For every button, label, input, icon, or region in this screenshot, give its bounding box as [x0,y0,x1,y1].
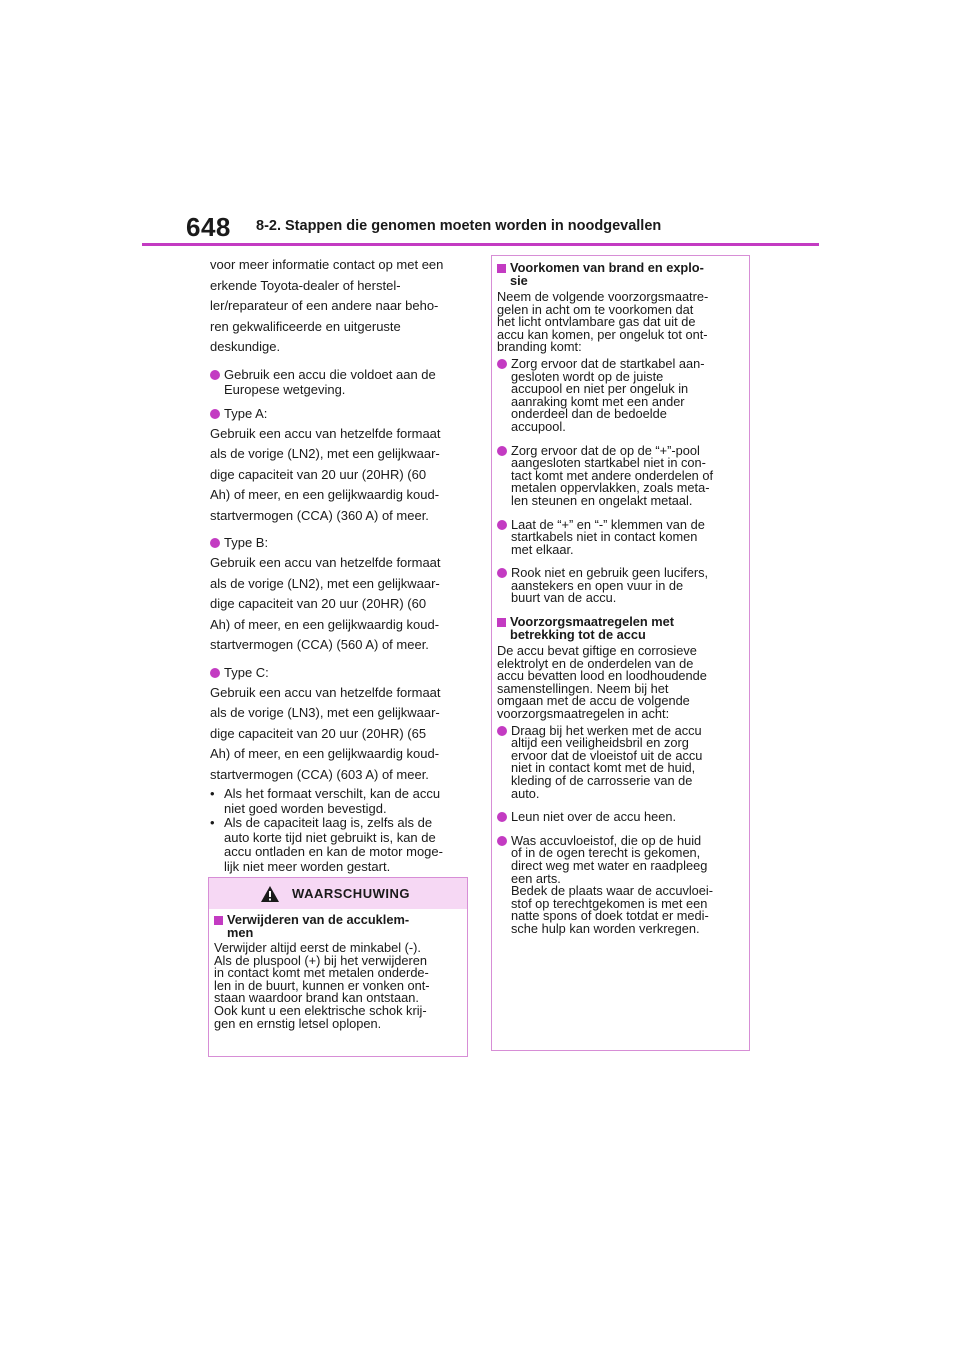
text-line: Verwijderen van de accuklem- [227,912,410,927]
fire-item [497,355,744,434]
text-line: Was accuvloeistof, die op de huid [511,832,702,848]
text-line: accu bevatten lood en loodhoudende [497,668,707,684]
text-line: auto korte tijd niet gebruikt is, kan de [224,829,436,845]
text-line: Laat de “+” en “-” klemmen van de [511,516,705,532]
fire-item [497,516,744,557]
text-line: erkende Toyota-dealer of herstel- [210,277,401,293]
text-line: Als het formaat verschilt, kan de accu [224,786,441,801]
text-line: in contact komt met metalen onderde- [214,965,429,981]
text-line: sche hulp kan worden verkregen. [511,920,700,936]
text-line: ren gekwalificeerde en uitgeruste [210,318,401,334]
text-line: of in de ogen terecht is gekomen, [511,845,701,861]
text-line: niet in contact komt met de huid, [511,760,696,776]
type-a-description [210,424,468,527]
text-line: aanstekers en open vuur in de [511,577,684,593]
text-line: dige capaciteit van 20 uur (20HR) (60 [210,466,427,482]
type-label: Type A: [224,405,268,421]
text-line: dige capaciteit van 20 uur (20HR) (60 [210,596,427,611]
text-line: voor meer informatie contact op met een [210,257,444,272]
right-warning-box [491,255,750,1051]
text-line: gelen in acht om te voorkomen dat [497,301,694,317]
text-line: elektrolyt en de onderdelen van de [497,655,694,671]
text-line: accu ontladen en kan de motor moge- [224,844,443,859]
square-bullet-icon [497,264,506,273]
text-line: als de vorige (LN2), met een gelijkwaar- [210,575,440,591]
warning-title: WAARSCHUWING [292,886,410,901]
bullet-dot-icon [497,520,507,530]
bullet-dot-icon [497,812,507,822]
text-line: Bedek de plaats waar de accuvloei- [511,883,714,899]
bullet-dot-icon [210,409,220,419]
bullet-dot-icon [497,726,507,736]
fire-intro [497,291,744,354]
text-line: buurt van de accu. [511,590,617,606]
page-number: 648 [186,212,231,242]
text-line: voorzorgsmaatregelen in acht: [497,706,670,722]
text-line: Ah) of meer, en een gelijkwaardig koud- [210,616,440,632]
text-line: lijk niet meer worden gestart. [224,858,391,874]
warning-heading [214,914,462,939]
precaution-item [497,832,744,936]
text-line: Voorzorgsmaatregelen met [510,614,675,630]
text-line: als de vorige (LN3), met een gelijkwaar- [210,705,440,720]
fire-heading [497,262,744,287]
text-line: gen en ernstig letsel oplopen. [214,1015,382,1031]
text-line: accupool en niet per ongeluk in [511,381,689,397]
precautions-heading [497,616,744,641]
text-line: ler/reparateur of een andere naar beho- [210,298,439,313]
note-bullet: • [210,786,215,801]
text-line: kleding of de carrosserie van de [511,773,693,788]
text-line: onderdeel dan de bedoelde [511,406,667,422]
text-line: men [227,924,254,940]
bullet-type-c [210,665,468,680]
text-line: Zorg ervoor dat de startkabel aan- [511,355,705,371]
text-line: direct weg met water en raadpleeg [511,857,708,873]
bullet-dot-icon [210,370,220,380]
left-column [210,255,468,874]
square-bullet-icon [214,916,223,925]
text-line: Gebruik een accu die voldoet aan de [224,366,436,382]
type-label: Type C: [224,664,269,680]
text-line: Ah) of meer, en een gelijkwaardig koud- [210,746,440,761]
text-line: startkabels niet in contact komen [511,529,698,545]
text-line: Leun niet over de accu heen. [511,809,677,825]
warning-body [209,909,467,1030]
text-line: aanraking komt met een ander [511,393,685,409]
header-divider [142,243,819,246]
warning-text [214,942,462,1030]
bullet-dot-icon [210,668,220,678]
square-bullet-icon [497,618,506,627]
text-line: aangesloten startkabel niet in con- [511,455,706,471]
text-line: omgaan met de accu de volgende [497,693,690,709]
bullet-dot-icon [497,568,507,578]
text-line: deskundige. [210,339,281,354]
bullet-dot-icon [497,836,507,846]
text-line: Als de pluspool (+) bij het verwijderen [214,952,428,968]
type-label: Type B: [224,535,269,550]
intro-paragraph [210,255,468,358]
bullet-europe [210,367,468,397]
text-line: auto. [511,785,540,801]
fire-item [497,567,744,605]
text-line: niet goed worden bevestigd. [224,800,387,816]
warning-triangle-icon [260,885,280,903]
section-title: 8-2. Stappen die genomen moeten worden in noodgevallen [256,218,662,234]
text-line: Zorg ervoor dat de op de “+”-pool [511,442,700,458]
text-line: Gebruik een accu van hetzelfde formaat [210,425,441,441]
text-line: als de vorige (LN2), met een gelijkwaar- [210,446,440,461]
right-box-body [492,256,749,936]
text-line: startvermogen (CCA) (560 A) of meer. [210,637,429,652]
notes-list [210,787,468,874]
text-line: Voorkomen van brand en explo- [510,260,704,275]
text-line: natte spons of doek totdat er medi- [511,908,709,924]
note-bullet: • [210,815,215,830]
text-line: startvermogen (CCA) (360 A) of meer. [210,507,429,523]
text-line: ervoor dat de vloeistof uit de accu [511,747,703,763]
precaution-item [497,811,744,824]
text-line: altijd een veiligheidsbril en zorg [511,735,689,751]
text-line: Europese wetgeving. [224,381,346,397]
note-item [210,787,468,816]
text-line: Rook niet en gebruik geen lucifers, [511,565,709,581]
bullet-dot-icon [210,538,220,548]
text-line: branding komt: [497,339,582,355]
text-line: staan waardoor brand kan ontstaan. [214,990,419,1006]
text-line: het licht ontvlambare gas dat uit de [497,314,696,330]
precautions-intro [497,645,744,721]
precaution-item [497,722,744,801]
bullet-dot-icon [497,359,507,369]
text-line: dige capaciteit van 20 uur (20HR) (65 [210,725,427,741]
text-line: stof op terechtgekomen is met een [511,895,708,911]
text-line: accu kan komen, per ongeluk tot ont- [497,326,708,342]
note-item [210,816,468,874]
text-line: Gebruik een accu van hetzelfde formaat [210,555,441,570]
text-line: gesloten wordt op de juiste [511,368,664,384]
type-b-description [210,553,468,656]
text-line: Ook kunt u een elektrische schok krij- [214,1002,427,1018]
text-line: Ah) of meer, en een gelijkwaardig koud- [210,487,440,502]
bullet-dot-icon [497,446,507,456]
text-line: sie [510,272,528,288]
text-line: Gebruik een accu van hetzelfde formaat [210,684,441,700]
type-c-description [210,683,468,786]
text-line: tact komt met andere onderdelen of [511,467,714,483]
text-line: accupool. [511,418,566,434]
bullet-type-a [210,406,468,421]
text-line: samenstellingen. Neem bij het [497,680,669,696]
text-line: een arts. [511,870,561,886]
text-line: betrekking tot de accu [510,626,646,642]
text-line: len in de buurt, kunnen er vonken ont- [214,977,430,993]
text-line: len steunen en ongelakt metaal. [511,492,693,508]
text-line: Als de capaciteit laag is, zelfs als de [224,815,433,830]
text-line: Draag bij het werken met de accu [511,722,702,738]
text-line: startvermogen (CCA) (603 A) of meer. [210,766,429,782]
text-line: met elkaar. [511,541,574,557]
text-line: metalen oppervlakken, zoals meta- [511,480,710,496]
text-line: Verwijder altijd eerst de minkabel (-). [214,940,421,955]
text-line: De accu bevat giftige en corrosieve [497,643,697,659]
fire-item [497,442,744,508]
bullet-type-b [210,535,468,550]
warning-box [208,877,468,1057]
text-line: Neem de volgende voorzorgsmaatre- [497,289,709,304]
warning-header [209,878,467,909]
